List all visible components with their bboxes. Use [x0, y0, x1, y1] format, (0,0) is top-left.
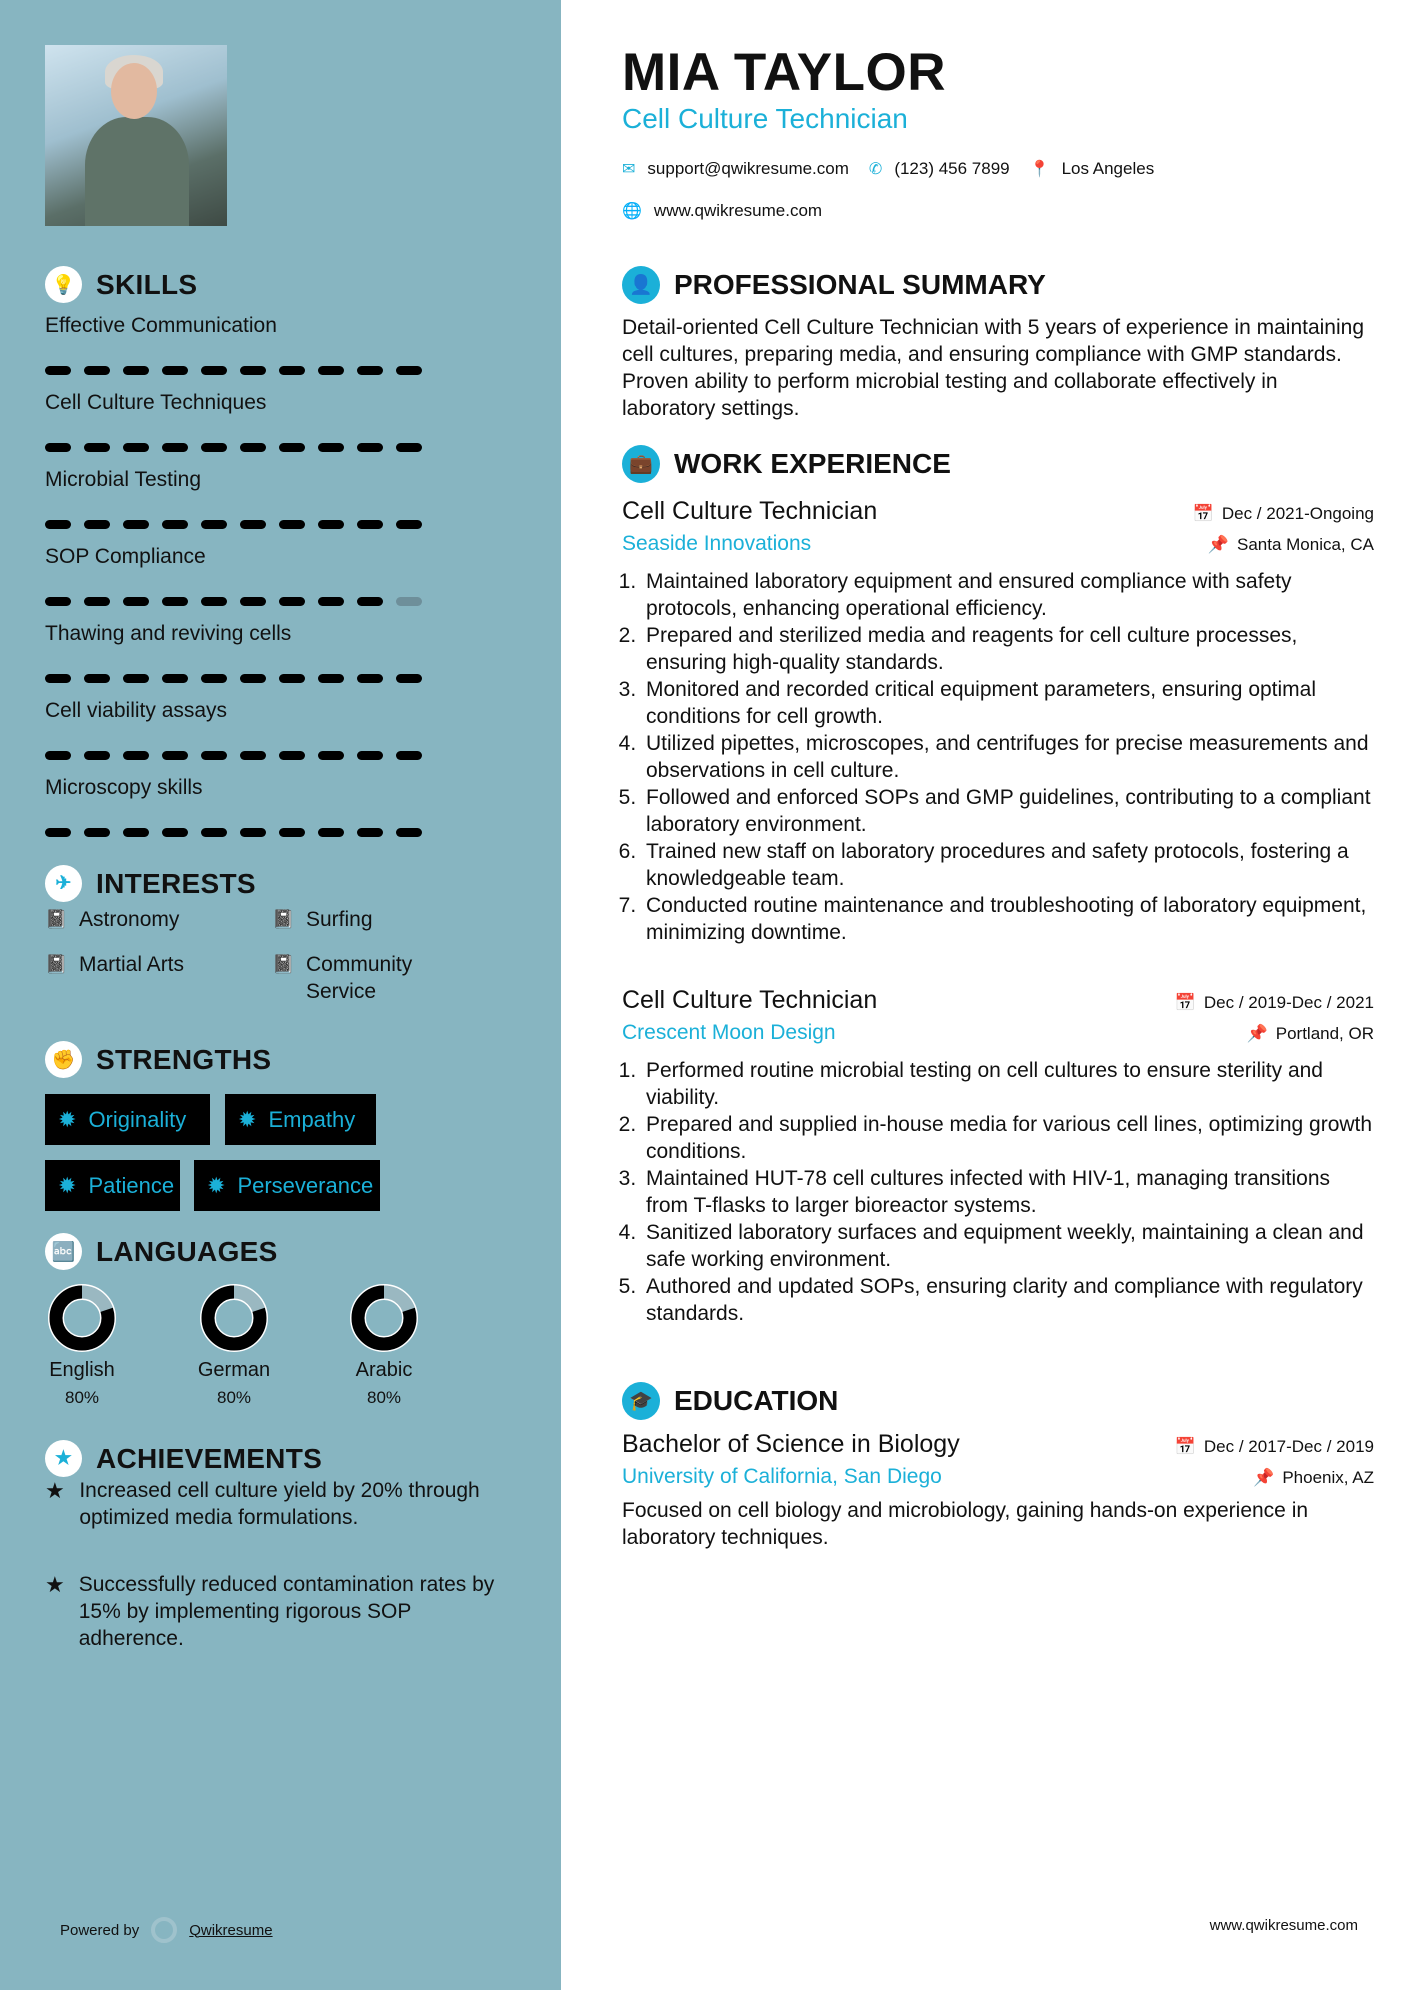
star-icon: ★ — [45, 1440, 82, 1477]
skill-level-bar — [45, 597, 422, 606]
interests-title: INTERESTS — [96, 867, 256, 899]
skills-heading — [45, 266, 197, 303]
achievements-title: ACHIEVEMENTS — [96, 1442, 323, 1474]
skill-label: Effective Communication — [45, 314, 277, 337]
skill-dash — [201, 597, 227, 606]
skill-dash — [279, 520, 305, 529]
skill-dash — [45, 443, 71, 452]
skill-dash — [240, 828, 266, 837]
skill-label: Cell viability assays — [45, 699, 228, 722]
strength-tag — [45, 1160, 180, 1211]
skill-dash — [318, 366, 344, 375]
interest-item — [272, 906, 373, 933]
skill-dash — [279, 828, 305, 837]
interest-item — [45, 951, 184, 978]
edu-date: Dec / 2017-Dec / 2019 — [1203, 1437, 1374, 1456]
skill-dash — [162, 597, 188, 606]
skill-dash — [45, 674, 71, 683]
skill-label: Cell Culture Techniques — [45, 391, 267, 414]
badge-icon: ✹ — [238, 1106, 257, 1132]
skill-level-bar — [45, 751, 422, 760]
globe-icon: 🌐 — [622, 203, 642, 220]
job-title: Cell Culture Technician — [622, 986, 878, 1014]
book-icon: 📓 — [45, 954, 68, 974]
job-location: Portland, OR — [1275, 1024, 1374, 1043]
skill-dash — [279, 751, 305, 760]
book-icon: 📓 — [45, 909, 68, 929]
strength-label: Empathy — [268, 1106, 356, 1132]
language-name: English — [49, 1359, 115, 1381]
job-bullet: 5. Authored and updated SOPs, ensuring clarity and compliance with regulatory standards. — [642, 1273, 1374, 1327]
skill-dash — [45, 751, 71, 760]
skill-dash — [396, 828, 422, 837]
skill-dash — [45, 366, 71, 375]
shooting-star-icon: ★ — [45, 1478, 65, 1503]
job-bullet: 6. Trained new staff on laboratory procedures and safety protocols, fostering a knowledgeable team. — [642, 838, 1374, 892]
powered-by — [60, 1917, 273, 1943]
skill-dash — [357, 520, 383, 529]
skill-dash — [240, 674, 266, 683]
job-bullet: 5. Followed and enforced SOPs and GMP guidelines, contributing to a compliant laboratory environment. — [642, 784, 1374, 838]
skill-dash — [162, 443, 188, 452]
job-entry — [622, 497, 1374, 946]
summary-text: Detail-oriented Cell Culture Technician with 5 years of experience in maintaining cell cultures, preparing media, and ensuring compliance with GMP standards. Proven ability to perform microbial testing and collaborate effectively in laboratory settings. — [622, 316, 1365, 420]
calendar-icon: 📅 — [1174, 993, 1196, 1012]
skill-dash — [396, 366, 422, 375]
skill-dash — [201, 366, 227, 375]
pin-icon: 📌 — [1246, 1024, 1268, 1043]
achievements-heading — [45, 1440, 322, 1477]
job-bullet: 4. Sanitized laboratory surfaces and equipment weekly, maintaining a clean and safe working environment. — [642, 1219, 1374, 1273]
job-bullet: 1. Maintained laboratory equipment and ensured compliance with safety protocols, enhancing operational efficiency. — [642, 568, 1374, 622]
profile-photo — [45, 45, 227, 226]
skill-dash — [84, 597, 110, 606]
phone: (123) 456 7899 — [894, 159, 1010, 178]
skill-dash — [45, 520, 71, 529]
skill-dash — [357, 828, 383, 837]
interest-item — [45, 906, 179, 933]
skill-dash — [84, 674, 110, 683]
skill-dash — [240, 520, 266, 529]
skill-dash — [162, 520, 188, 529]
skill-dash — [357, 751, 383, 760]
skill-dash — [396, 751, 422, 760]
skill-dash — [396, 443, 422, 452]
email[interactable]: support@qwikresume.com — [647, 159, 849, 178]
skill-dash — [162, 751, 188, 760]
skill-dash — [84, 751, 110, 760]
skill-dash — [279, 366, 305, 375]
envelope-icon: ✉ — [622, 161, 636, 178]
skill-dash — [318, 597, 344, 606]
skill-dash — [123, 443, 149, 452]
contact-row — [622, 159, 1374, 179]
badge-icon: ✹ — [207, 1172, 226, 1198]
skill-dash — [357, 597, 383, 606]
languages-title: LANGUAGES — [96, 1235, 278, 1267]
language-donut — [349, 1283, 419, 1353]
job-bullet: 4. Utilized pipettes, microscopes, and centrifuges for precise measurements and observations in cell culture. — [642, 730, 1374, 784]
skill-dash — [45, 828, 71, 837]
interest-item — [272, 951, 422, 1005]
education-title: EDUCATION — [674, 1385, 839, 1416]
language-icon: 🔤 — [45, 1233, 82, 1270]
strength-label: Originality — [88, 1106, 187, 1132]
paper-plane-icon: ✈ — [45, 865, 82, 902]
skill-dash — [357, 366, 383, 375]
skill-dash — [123, 751, 149, 760]
skill-dash — [123, 597, 149, 606]
skills-title: SKILLS — [96, 268, 198, 300]
languages-heading — [45, 1233, 278, 1270]
skill-level-bar — [45, 674, 422, 683]
skill-label: Thawing and reviving cells — [45, 622, 292, 645]
book-icon: 📓 — [272, 909, 295, 929]
skill-dash — [201, 751, 227, 760]
footer-website[interactable]: www.qwikresume.com — [1209, 1917, 1358, 1934]
job-bullets — [642, 1057, 1374, 1327]
skill-dash — [357, 443, 383, 452]
language-item — [329, 1283, 439, 1408]
book-icon: 📓 — [272, 954, 295, 974]
job-title: Cell Culture Technician — [622, 497, 878, 525]
candidate-name: MIA TAYLOR — [622, 43, 946, 102]
job-location: Santa Monica, CA — [1236, 535, 1374, 554]
achievement-item — [45, 1477, 515, 1531]
skill-dash — [279, 443, 305, 452]
skill-dash — [201, 674, 227, 683]
interest-label: Astronomy — [79, 908, 180, 931]
skill-dash — [318, 828, 344, 837]
skill-dash — [240, 366, 266, 375]
website-row — [622, 201, 1374, 221]
lightbulb-icon: 💡 — [45, 266, 82, 303]
school: University of California, San Diego — [622, 1465, 942, 1488]
skill-label: Microbial Testing — [45, 468, 202, 491]
job-bullet: 1. Performed routine microbial testing on cell cultures to ensure sterility and viability. — [642, 1057, 1374, 1111]
skill-dash — [279, 674, 305, 683]
briefcase-icon: 💼 — [622, 445, 660, 483]
summary-title: PROFESSIONAL SUMMARY — [674, 269, 1046, 300]
interest-label: Martial Arts — [79, 953, 185, 976]
job-bullet: 2. Prepared and sterilized media and reagents for cell culture processes, ensuring high-quality standards. — [642, 622, 1374, 676]
strength-label: Patience — [88, 1172, 175, 1198]
skill-dash — [240, 751, 266, 760]
pin-icon: 📌 — [1207, 535, 1229, 554]
pin-icon: 📌 — [1253, 1468, 1275, 1487]
education-text: Focused on cell biology and microbiology, gaining hands-on experience in laboratory techniques. — [622, 1499, 1309, 1549]
skill-level-bar — [45, 443, 422, 452]
job-bullet: 3. Maintained HUT-78 cell cultures infected with HIV-1, managing transitions from T-flasks to larger bioreactor systems. — [642, 1165, 1374, 1219]
job-date: Dec / 2019-Dec / 2021 — [1203, 993, 1374, 1012]
achievement-text: Increased cell culture yield by 20% through optimized media formulations. — [79, 1479, 480, 1529]
skill-dash — [318, 674, 344, 683]
skill-dash — [123, 520, 149, 529]
achievement-item — [45, 1571, 515, 1652]
skill-dash — [201, 828, 227, 837]
skill-dash — [123, 828, 149, 837]
skill-dash — [84, 828, 110, 837]
language-name: German — [197, 1359, 271, 1381]
skill-dash — [84, 520, 110, 529]
skill-dash — [240, 443, 266, 452]
skill-level-bar — [45, 520, 422, 529]
strength-tag — [194, 1160, 380, 1211]
job-bullets — [642, 568, 1374, 946]
interest-label: Surfing — [306, 908, 373, 931]
skill-dash — [240, 597, 266, 606]
badge-icon: ✹ — [58, 1106, 77, 1132]
calendar-icon: 📅 — [1174, 1437, 1196, 1456]
badge-icon: ✹ — [58, 1172, 77, 1198]
qwikresume-logo-icon — [151, 1917, 177, 1943]
skill-label: Microscopy skills — [45, 776, 203, 799]
language-name: Arabic — [355, 1359, 413, 1381]
job-bullet: 2. Prepared and supplied in-house media for various cell lines, optimizing growth conditions. — [642, 1111, 1374, 1165]
language-percent: 80% — [64, 1388, 100, 1407]
language-item — [179, 1283, 289, 1408]
interest-label: Community Service — [306, 953, 413, 1003]
skill-level-bar — [45, 828, 422, 837]
degree: Bachelor of Science in Biology — [622, 1430, 960, 1458]
achievement-text: Successfully reduced contamination rates by 15% by implementing rigorous SOP adherence. — [78, 1573, 495, 1650]
language-donut — [199, 1283, 269, 1353]
qwikresume-link[interactable]: Qwikresume — [189, 1921, 273, 1939]
language-donut — [47, 1283, 117, 1353]
user-icon: 👤 — [622, 266, 660, 304]
company-name: Crescent Moon Design — [622, 1021, 836, 1044]
location: Los Angeles — [1061, 159, 1155, 178]
skill-dash — [162, 674, 188, 683]
skill-dash — [162, 828, 188, 837]
shooting-star-icon: ★ — [45, 1572, 65, 1597]
strengths-heading — [45, 1041, 271, 1078]
skill-dash — [201, 443, 227, 452]
skill-dash — [396, 597, 422, 606]
skill-dash — [84, 443, 110, 452]
language-percent: 80% — [216, 1388, 252, 1407]
phone-icon: ✆ — [868, 161, 883, 178]
skill-level-bar — [45, 366, 422, 375]
job-bullet: 3. Monitored and recorded critical equipment parameters, ensuring optimal conditions for cell growth. — [642, 676, 1374, 730]
skill-dash — [396, 520, 422, 529]
skill-dash — [84, 366, 110, 375]
skill-dash — [318, 751, 344, 760]
strengths-title: STRENGTHS — [96, 1043, 272, 1075]
strength-label: Perseverance — [237, 1172, 374, 1198]
skill-dash — [318, 443, 344, 452]
job-bullet: 7. Conducted routine maintenance and troubleshooting of laboratory equipment, minimizing downtime. — [642, 892, 1374, 946]
skill-dash — [396, 674, 422, 683]
skill-label: SOP Compliance — [45, 545, 206, 568]
work-title: WORK EXPERIENCE — [674, 448, 951, 479]
website[interactable]: www.qwikresume.com — [653, 201, 823, 220]
fist-icon: ✊ — [45, 1041, 82, 1078]
skill-dash — [162, 366, 188, 375]
work-section — [622, 445, 1374, 1327]
interests-heading — [45, 865, 256, 902]
skill-dash — [318, 520, 344, 529]
job-entry — [622, 986, 1374, 1327]
education-section — [622, 1382, 1374, 1551]
calendar-icon: 📅 — [1192, 504, 1214, 523]
job-date: Dec / 2021-Ongoing — [1221, 504, 1374, 523]
language-percent: 80% — [366, 1388, 402, 1407]
edu-location: Phoenix, AZ — [1282, 1468, 1374, 1487]
candidate-title: Cell Culture Technician — [622, 103, 908, 134]
graduation-cap-icon: 🎓 — [622, 1382, 660, 1420]
skill-dash — [357, 674, 383, 683]
strength-tag — [225, 1094, 376, 1145]
skill-dash — [123, 366, 149, 375]
language-item — [27, 1283, 137, 1408]
company-name: Seaside Innovations — [622, 532, 812, 555]
skill-dash — [279, 597, 305, 606]
map-pin-icon: 📍 — [1029, 161, 1050, 178]
summary-section — [622, 266, 1374, 422]
skill-dash — [201, 520, 227, 529]
skill-dash — [123, 674, 149, 683]
powered-label: Powered by — [60, 1921, 140, 1939]
strength-tag — [45, 1094, 210, 1145]
skill-dash — [45, 597, 71, 606]
